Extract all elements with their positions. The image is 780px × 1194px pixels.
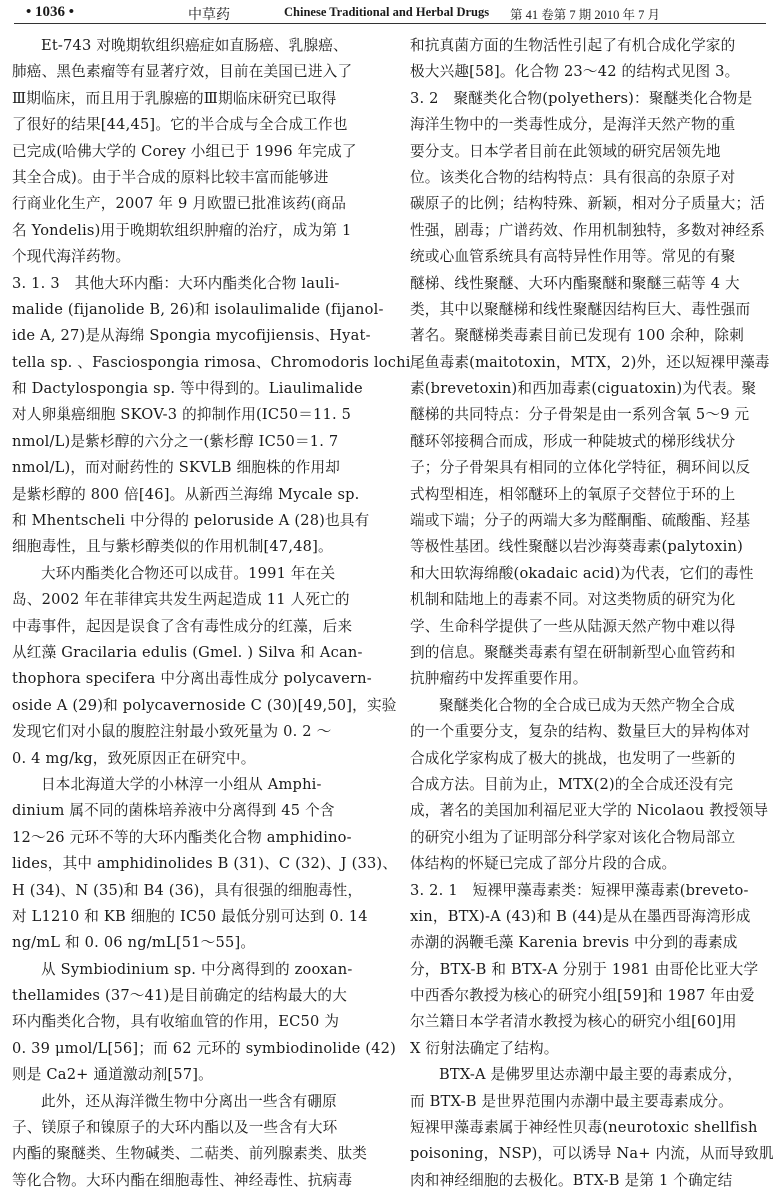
- text-line: 中西香尔教授为核心的研究小组[59]和 1987 年由爱: [410, 987, 755, 1005]
- text-line: 赤潮的涡鞭毛藻 Karenia brevis 中分到的毒素成: [410, 934, 738, 952]
- page-header: [14, 0, 766, 22]
- text-line: 类，其中以聚醚梯和线性聚醚因结构巨大、毒性强而: [410, 300, 751, 318]
- text-line: 醚梯的共同特点：分子骨架是由一系列含氧 5～9 元: [410, 406, 750, 424]
- text-line: 抗肿瘤药中发挥重要作用。: [410, 670, 588, 688]
- text-line: 尔兰籍日本学者清水教授为核心的研究小组[60]用: [410, 1013, 737, 1031]
- text-line: 是紫杉醇的 800 倍[46]。从新西兰海绵 Mycale sp.: [12, 485, 360, 503]
- text-line: ng/mL 和 0. 06 ng/mL[51～55]。: [12, 934, 256, 952]
- text-line: lides，其中 amphidinolides B (31)、C (32)、J (33)、: [12, 855, 398, 873]
- text-line: 醚梯、线性聚醚、大环内酯聚醚和聚醚三萜等 4 大: [410, 274, 740, 292]
- text-line: Ⅲ期临床，而且用于乳腺癌的Ⅲ期临床研究已取得: [12, 89, 337, 107]
- journal-title-cn: 中草药: [188, 7, 230, 23]
- text-line: 行商业化生产，2007 年 9 月欧盟已批准该药(商品: [12, 195, 347, 213]
- text-line: 要分支。日本学者目前在此领域的研究居领先地: [410, 142, 721, 160]
- text-line: tella sp. 、Fasciospongia rimosa、Chromodoris lochi: [12, 353, 411, 371]
- text-line: 对 L1210 和 KB 细胞的 IC50 最低分别可达到 0. 14: [12, 907, 368, 925]
- text-line: 等化合物。大环内酯在细胞毒性、神经毒性、抗病毒: [12, 1171, 353, 1189]
- text-line: 分，BTX-B 和 BTX-A 分别于 1981 由哥伦比亚大学: [410, 960, 759, 978]
- text-line: 个现代海洋药物。: [12, 248, 131, 266]
- text-line: 著名。聚醚梯类毒素目前已发现有 100 余种，除刺: [410, 327, 745, 345]
- text-line: 内酯的聚醚类、生物碱类、二萜类、前列腺素类、肽类: [12, 1145, 368, 1163]
- text-line: poisoning，NSP)，可以诱导 Na+ 内流，从而导致肌: [410, 1145, 774, 1163]
- text-line: 式构型相连，相邻醚环上的氧原子交替位于环的上: [410, 485, 736, 503]
- text-line: 子；分子骨架具有相同的立体化学特征，稠环间以反: [410, 459, 751, 477]
- text-line: oside A (29)和 polycavernoside C (30)[49,50]，实验: [12, 696, 397, 714]
- text-line: 等极性基团。线性聚醚以岩沙海葵毒素(palytoxin): [410, 538, 743, 556]
- text-line: 中毒事件，起因是误食了含有毒性成分的红藻，后来: [12, 617, 353, 635]
- text-line: 素(brevetoxin)和西加毒素(ciguatoxin)为代表。聚: [410, 380, 757, 398]
- text-line: 统或心血管系统具有高特异性作用等。常见的有聚: [410, 248, 736, 266]
- issue-info: 第 41 卷第 7 期 2010 年 7 月: [510, 8, 661, 22]
- text-line: 和抗真菌方面的生物活性引起了有机合成化学家的: [410, 37, 736, 54]
- text-line: 尾鱼毒素(maitotoxin，MTX，2)外，还以短裸甲藻毒: [410, 353, 770, 371]
- text-line: thellamides (37～41)是目前确定的结构最大的大: [12, 987, 347, 1005]
- text-line: 名 Yondelis)用于晚期软组织肿瘤的治疗，成为第 1: [12, 221, 352, 239]
- text-line: 的一个重要分支，复杂的结构、数量巨大的异构体对: [410, 723, 751, 741]
- text-line: 短裸甲藻毒素属于神经性贝毒(neurotoxic shellfish: [410, 1119, 758, 1137]
- text-line: 醚环邻接稠合而成，形成一种陡坡式的梯形线状分: [410, 432, 736, 450]
- text-line: 其全合成)。由于半合成的原料比较丰富而能够进: [12, 168, 329, 186]
- text-line: 学、生命科学提供了一些从陆源天然产物中难以得: [410, 617, 736, 635]
- text-line: 此外，还从海洋微生物中分离出一些含有硼原: [41, 1092, 337, 1110]
- text-line: 对人卵巢癌细胞 SKOV-3 的抑制作用(IC50＝11. 5: [12, 406, 352, 424]
- text-line: 3. 1. 3 其他大环内酯：大环内酯类化合物 lauli-: [12, 274, 340, 292]
- text-line: 日本北海道大学的小林淳一小组从 Amphi-: [41, 775, 322, 793]
- text-line: thophora specifera 中分离出毒性成分 polycavern-: [12, 670, 372, 688]
- text-line: 机制和陆地上的毒素不同。对这类物质的研究为化: [410, 591, 736, 609]
- text-line: 成，著名的美国加利福尼亚大学的 Nicolaou 教授领导: [410, 802, 769, 820]
- text-line: BTX-A 是佛罗里达赤潮中最主要的毒素成分，: [439, 1066, 743, 1084]
- text-line: 大环内酯类化合物还可以成苷。1991 年在关: [41, 564, 336, 582]
- text-line: 的研究小组为了证明部分科学家对该化合物局部立: [410, 828, 736, 846]
- text-line: 和大田软海绵酸(okadaic acid)为代表，它们的毒性: [410, 564, 754, 582]
- text-line: H (34)、N (35)和 B4 (36)，具有很强的细胞毒性，: [12, 881, 363, 899]
- text-line: 肺癌、黑色素瘤等有显著疗效，目前在美国已进入了: [12, 63, 353, 81]
- text-line: 端或下端；分子的两端大多为醛酮酯、硫酸酯、羟基: [410, 512, 751, 530]
- text-line: nmol/L)是紫杉醇的六分之一(紫杉醇 IC50＝1. 7: [12, 432, 339, 450]
- text-line: 3. 2 聚醚类化合物(polyethers)：聚醚类化合物是: [410, 89, 753, 107]
- text-line: 合成方法。目前为止，MTX(2)的全合成还没有完: [410, 775, 734, 793]
- text-line: 海洋生物中的一类毒性成分，是海洋天然产物的重: [410, 116, 736, 134]
- text-line: 位。该类化合物的结构特点：具有很高的杂原子对: [410, 168, 736, 186]
- text-line: 12～26 元环不等的大环内酯类化合物 amphidino-: [12, 828, 352, 846]
- text-line: 而 BTX-B 是世界范围内赤潮中最主要毒素成分。: [410, 1092, 733, 1110]
- text-line: 已完成(哈佛大学的 Corey 小组已于 1996 年完成了: [12, 142, 357, 160]
- text-line: 体结构的怀疑已完成了部分片段的合成。: [410, 855, 677, 873]
- text-line: 聚醚类化合物的全合成已成为天然产物全合成: [439, 696, 735, 714]
- text-line: nmol/L)，而对耐药性的 SKVLB 细胞株的作用却: [12, 459, 341, 477]
- text-line: 性强，剧毒；广谱药效、作用机制独特，多数对神经系: [410, 221, 766, 239]
- text-line: Et-743 对晚期软组织癌症如直肠癌、乳腺癌、: [41, 37, 348, 54]
- text-line: 和 Mhentscheli 中分得的 peloruside A (28)也具有: [12, 512, 370, 530]
- journal-title-en: Chinese Traditional and Herbal Drugs: [284, 5, 490, 19]
- text-line: 子、镁原子和镍原子的大环内酯以及一些含有大环: [12, 1119, 338, 1137]
- left-column: [12, 33, 411, 1194]
- text-line: 到的信息。聚醚类毒素有望在研制新型心血管药和: [410, 643, 736, 661]
- text-line: 合成化学家构成了极大的挑战，也发明了一些新的: [410, 749, 736, 767]
- text-line: 从 Symbiodinium sp. 中分离得到的 zooxan-: [41, 960, 353, 978]
- text-line: 细胞毒性，且与紫杉醇类似的作用机制[47,48]。: [12, 538, 333, 556]
- text-line: dinium 属不同的菌株培养液中分离得到 45 个含: [12, 802, 335, 820]
- header-rule: [14, 23, 766, 24]
- text-line: 0. 39 μmol/L[56]；而 62 元环的 symbiodinolide (42): [12, 1039, 397, 1057]
- text-line: ide A, 27)是从海绵 Spongia mycofijiensis、Hyat-: [12, 327, 371, 345]
- text-line: 环内酯类化合物，具有收缩血管的作用，EC50 为: [12, 1013, 340, 1031]
- text-line: malide (fijanolide B, 26)和 isolaulimalide (fijanol-: [12, 300, 384, 318]
- text-line: 从红藻 Gracilaria edulis (Gmel. ) Silva 和 Acan-: [12, 643, 363, 661]
- text-line: 0. 4 mg/kg，致死原因正在研究中。: [12, 749, 256, 767]
- text-line: 发现它们对小鼠的腹腔注射最小致死量为 0. 2 ～: [12, 723, 332, 741]
- text-line: 碳原子的比例；结构特殊、新颖，相对分子质量大；活: [410, 195, 766, 213]
- text-line: X 衍射法确定了结构。: [410, 1039, 559, 1057]
- text-line: 了很好的结果[44,45]。它的半合成与全合成工作也: [12, 116, 348, 134]
- text-line: 极大兴趣[58]。化合物 23～42 的结构式见图 3。: [410, 63, 740, 81]
- text-line: 岛、2002 年在菲律宾共发生两起造成 11 人死亡的: [12, 591, 350, 609]
- text-line: 则是 Ca2+ 通道激动剂[57]。: [12, 1066, 213, 1084]
- text-line: 和 Dactylospongia sp. 等中得到的。Liaulimalide: [12, 380, 363, 398]
- text-line: 肉和神经细胞的去极化。BTX-B 是第 1 个确定结: [410, 1171, 733, 1189]
- text-line: 3. 2. 1 短裸甲藻毒素类：短裸甲藻毒素(breveto-: [410, 881, 749, 899]
- text-line: xin，BTX)-A (43)和 B (44)是从在墨西哥海湾形成: [410, 907, 751, 925]
- page-number: • 1036 •: [26, 4, 75, 20]
- right-column: [410, 33, 774, 1194]
